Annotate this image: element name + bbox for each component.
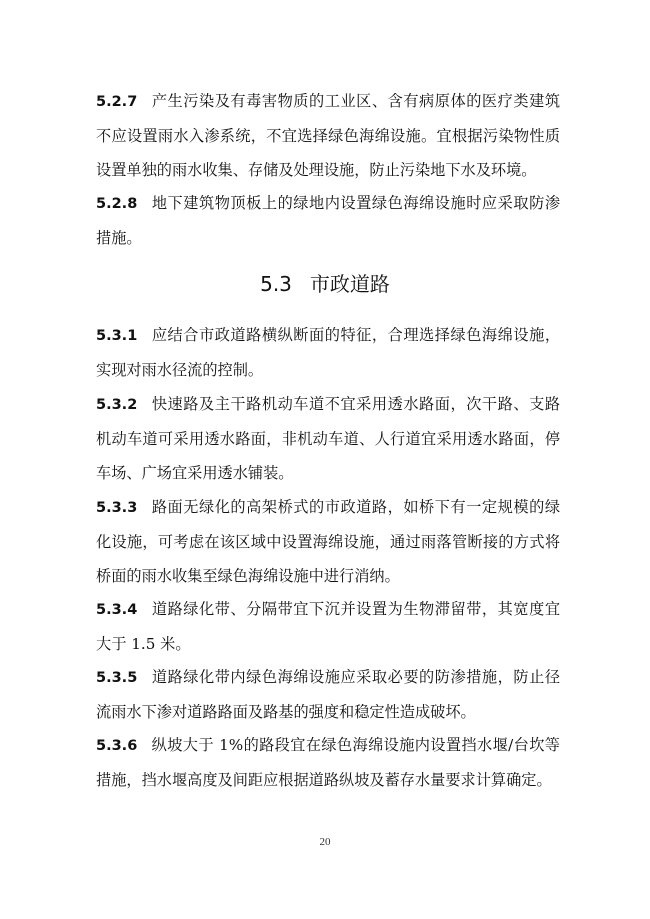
- clause-number: 5.3.5: [96, 670, 138, 686]
- clause-number: 5.3.1: [96, 328, 138, 344]
- clause-5-3-3: [96, 490, 560, 593]
- section-heading-title: 市政道路: [309, 272, 390, 296]
- clause-text: 产生污染及有毒害物质的工业区、含有病原体的医疗类建筑不应设置雨水入渗系统，不宜选择绿色海绵设施。宜根据污染物性质设置单独的雨水收集、存储及处理设施，防止污染地下水及环境。: [96, 92, 560, 179]
- clause-text: 纵坡大于 1%的路段宜在绿色海绵设施内设置挡水堰/台坎等措施，挡水堰高度及间距应根据道路纵坡及蓄存水量要求计算确定。: [96, 736, 560, 789]
- clause-number: 5.3.6: [96, 738, 138, 754]
- clause-5-3-1: [96, 318, 560, 387]
- clause-5-3-2: [96, 387, 560, 490]
- clause-text: 路面无绿化的高架桥式的市政道路，如桥下有一定规模的绿化设施，可考虑在该区域中设置海绵设施，通过雨落管断接的方式将桥面的雨水收集至绿色海绵设施中进行消纳。: [96, 498, 560, 585]
- clause-5-2-7: [96, 84, 560, 187]
- section-heading-number: 5.3: [260, 272, 292, 296]
- clause-number: 5.3.3: [96, 500, 138, 516]
- clause-text: 应结合市政道路横纵断面的特征，合理选择绿色海绵设施，实现对雨水径流的控制。: [96, 326, 560, 379]
- clause-text: 道路绿化带内绿色海绵设施应采取必要的防渗措施，防止径流雨水下渗对道路路面及路基的强度和稳定性造成破坏。: [96, 668, 560, 721]
- clause-text: 地下建筑物顶板上的绿地内设置绿色海绵设施时应采取防渗措施。: [96, 194, 560, 247]
- clause-text: 道路绿化带、分隔带宜下沉并设置为生物滞留带，其宽度宜大于 1.5 米。: [96, 600, 560, 653]
- clause-number: 5.2.8: [96, 196, 138, 212]
- clause-number: 5.2.7: [96, 94, 138, 110]
- clause-5-3-4: [96, 592, 560, 661]
- clause-number: 5.3.4: [96, 602, 138, 618]
- clause-5-3-5: [96, 660, 560, 729]
- section-heading: [0, 268, 650, 300]
- clause-text: 快速路及主干路机动车道不宜采用透水路面，次干路、支路机动车道可采用透水路面，非机动车道、人行道宜采用透水路面，停车场、广场宜采用透水铺装。: [96, 395, 560, 482]
- clause-5-2-8: [96, 186, 560, 255]
- page-number: 20: [319, 836, 331, 848]
- clause-number: 5.3.2: [96, 397, 138, 413]
- clause-5-3-6: [96, 728, 560, 797]
